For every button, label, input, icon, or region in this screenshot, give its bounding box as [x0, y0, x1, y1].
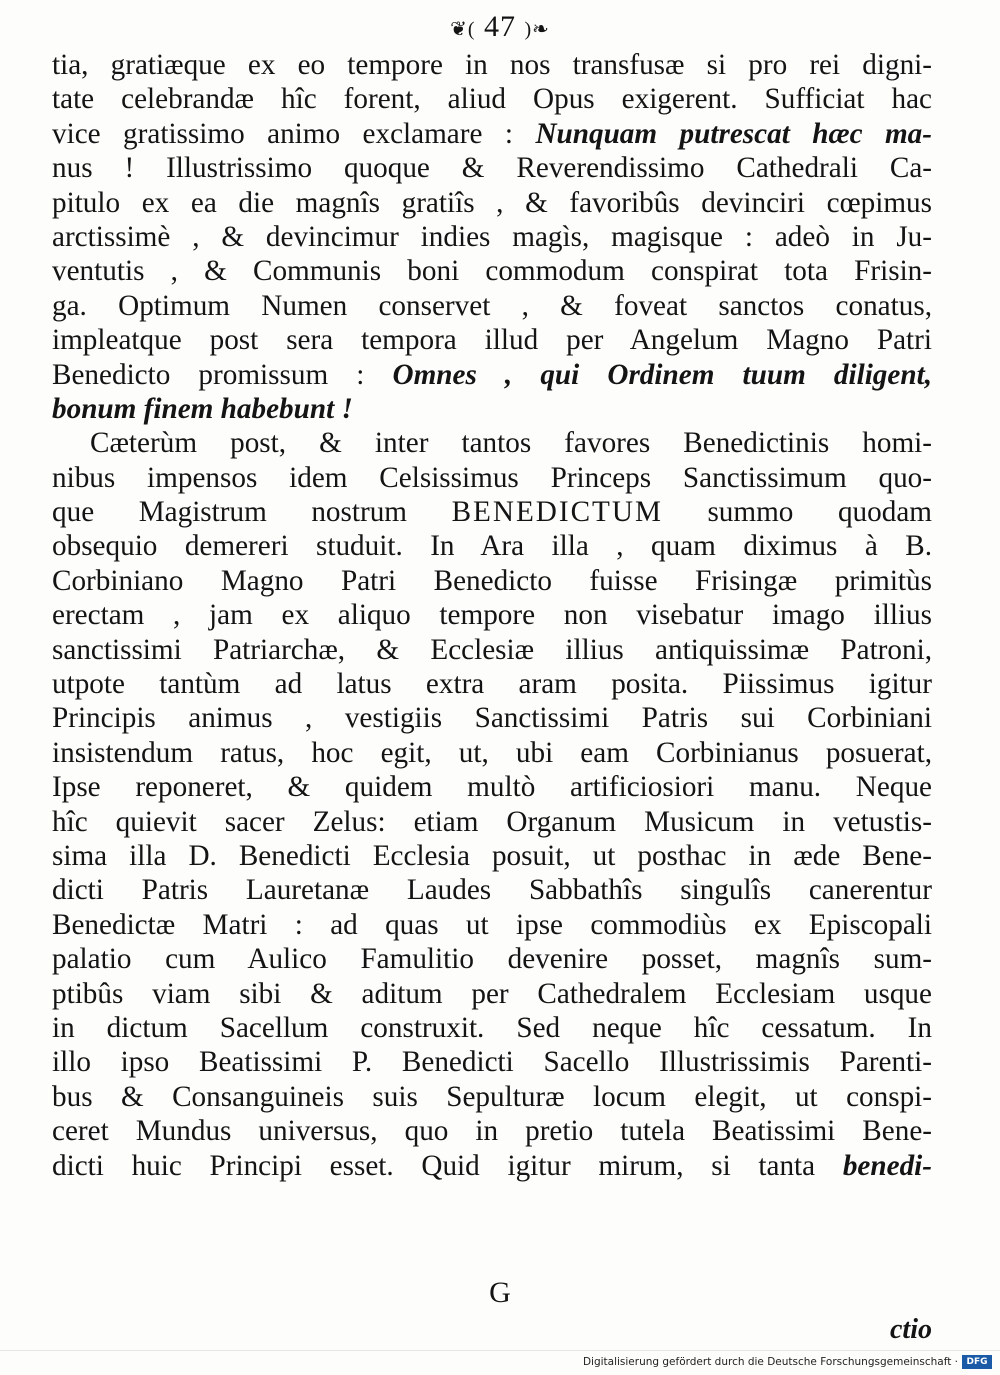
catchword: ctio: [890, 1314, 932, 1345]
text-line: [52, 1149, 932, 1183]
text-line: hîc quievit sacer Zelus: etiam Organum Musicum in vetustis-: [52, 805, 932, 838]
caps-name: BENEDICTUM: [451, 496, 663, 529]
text-line: tia, gratiæque ex eo tempore in nos transfusæ si pro rei digni-: [52, 49, 932, 81]
text-line: Benedictæ Matri : ad quas ut ipse commodiùs ex Episcopali: [52, 908, 932, 941]
text-segment: Benedicto promissum :: [52, 358, 393, 391]
ornament-right: )❧: [524, 18, 550, 41]
body-text: [52, 48, 932, 1183]
text-segment: dicti huic Principi esset. Quid igitur mirum, si tanta: [52, 1149, 843, 1182]
text-line: impleatque post sera tempora illud per Angelum Magno Patri: [52, 324, 932, 357]
text-line: arctissimè , & devincimur indies magìs, magisque : adeò in Ju-: [52, 220, 932, 253]
text-segment: vice gratissimo animo exclamare :: [52, 117, 536, 150]
text-line: Ipse reponeret, & quidem multò artificiosiori manu. Neque: [52, 771, 932, 804]
italic-quote: bonum finem habebunt !: [52, 392, 353, 425]
text-line: bus & Consanguineis suis Sepulturæ locum elegit, ut conspi-: [52, 1080, 932, 1113]
text-line: tate celebrandæ hîc forent, aliud Opus exigerent. Sufficiat hac: [52, 83, 932, 116]
text-line: nus ! Illustrissimo quoque & Reverendissimo Cathedrali Ca-: [52, 152, 932, 185]
footer: [583, 1353, 992, 1371]
text-line: nibus impensos idem Celsissimus Princeps Sanctissimum quo-: [52, 461, 932, 494]
footer-credit: Digitalisierung gefördert durch die Deutsche Forschungsgemeinschaft ·: [582, 1356, 958, 1368]
text-line: sima illa D. Benedicti Ecclesia posuit, ut posthac in æde Bene-: [52, 839, 932, 872]
text-line: palatio cum Aulico Famulitio devenire posset, magnîs sum-: [52, 943, 932, 976]
text-line: [52, 392, 932, 426]
italic-quote: Nunquam putrescat hæc ma-: [535, 117, 932, 150]
text-line: utpote tantùm ad latus extra aram posita. Piissimus igitur: [52, 668, 932, 701]
text-line: erectam , jam ex aliquo tempore non visebatur imago illius: [52, 599, 932, 632]
text-line: ceret Mundus universus, quo in pretio tutela Beatissimi Bene-: [52, 1115, 932, 1148]
text-segment: summo quodam: [662, 496, 932, 529]
text-line: illo ipso Beatissimi P. Benedicti Sacello Illustrissimis Parenti-: [52, 1046, 932, 1079]
footer-divider: [0, 1350, 1000, 1351]
italic-quote: Omnes , qui Ordinem tuum diligent,: [392, 358, 932, 391]
dfg-logo-icon: DFG: [962, 1355, 992, 1369]
text-line: [52, 117, 932, 151]
text-line: [52, 495, 932, 529]
text-line: dicti Patris Lauretanæ Laudes Sabbathîs singulîs canerentur: [52, 874, 932, 907]
text-line: ventutis , & Communis boni commodum conspirat tota Frisin-: [52, 255, 932, 288]
italic-word: benedi-: [842, 1149, 932, 1182]
page-header: [0, 10, 1000, 44]
text-line: Corbiniano Magno Patri Benedicto fuisse Frisingæ primitùs: [52, 564, 932, 597]
text-line: sanctissimi Patriarchæ, & Ecclesiæ illius antiquissimæ Patroni,: [52, 633, 932, 666]
signature-mark: G: [489, 1276, 511, 1309]
text-line: insistendum ratus, hoc egit, ut, ubi eam Corbinianus posuerat,: [52, 736, 932, 769]
text-line: ptibûs viam sibi & aditum per Cathedralem Ecclesiam usque: [52, 977, 932, 1010]
ornament-left: ❦(: [450, 18, 476, 41]
page-number: 47: [484, 10, 516, 43]
text-line: obsequio demereri studuit. In Ara illa , quam diximus à B.: [52, 530, 932, 563]
text-line: ga. Optimum Numen conservet , & foveat sanctos conatus,: [52, 289, 932, 322]
text-line: Principis animus , vestigiis Sanctissimi Patris sui Corbiniani: [52, 702, 932, 735]
text-line: in dictum Sacellum construxit. Sed neque hîc cessatum. In: [52, 1011, 932, 1044]
text-line: pitulo ex ea die magnîs gratiîs , & favoribûs devinciri cœpimus: [52, 186, 932, 219]
text-segment: que Magistrum nostrum: [52, 496, 452, 529]
text-line: Cæterùm post, & inter tantos favores Benedictinis homi-: [90, 427, 932, 460]
text-line: [52, 358, 932, 392]
